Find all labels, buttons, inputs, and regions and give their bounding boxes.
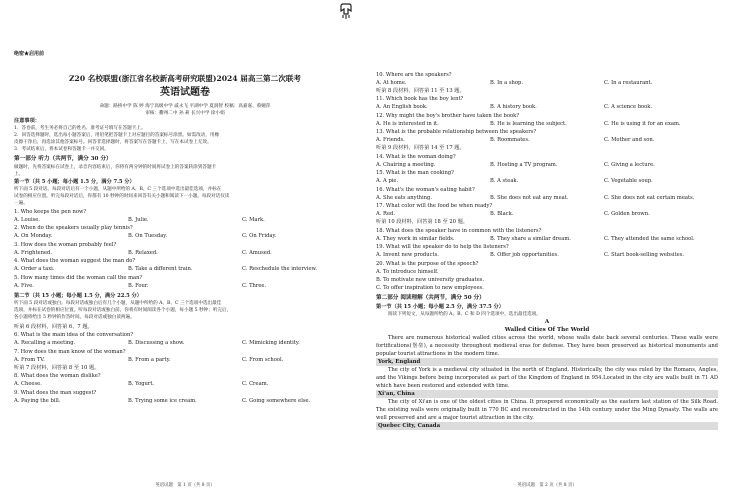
question-13: 13. What is the probable relationship between the speakers? A. Friends. B. Roommates. C. Mother and son. (376, 129, 655, 143)
section2-desc: 选项，并标在试卷的相应位置。听每段对话或独白前，你将有时间阅读各个小题，每小题 5 秒钟；听完后， (14, 307, 232, 313)
material-6-label: 听第 6 段材料，回答第 6、7 题。 (14, 323, 93, 330)
question-18: 18. What does the speaker have in common with the listeners? A. They work in similar fields. B. They share a similar dream. C. They attended the same school. (376, 227, 695, 242)
section2-heading: 第二节（共 15 小题；每小题 1.5 分，满分 22.5 分） (14, 292, 142, 299)
exam-title: 英语试题卷 (160, 87, 210, 98)
question-19: 19. What will the speaker do to help the listeners? A. Invent new products. B. Offer job opportunities. C. Start book-selling websites. (376, 244, 685, 258)
notice-line: 2．回答选择题时，选出每小题答案后，用铅笔把答题卡上对应题目的答案标号涂黑。如需改动，用橡 (14, 133, 220, 138)
exam-title-line: Z20 名校联盟(浙江省名校新高考研究联盟)2024 届高三第二次联考 (69, 74, 301, 83)
question-6: 6. What is the main idea of the conversation? A. Recalling a meeting. B. Discussing a show. C. Mimicking identity. (14, 332, 300, 346)
question-9: 9. What does the man suggest? A. Paying the bill. B. Trying some ice cream. C. Going somewhere else. (14, 389, 311, 404)
section1-desc: 试卷的相应位置。听完每段对话后，你都有 10 秒钟的时间来回答有关小题和阅读下一小题。每段对话仅读 (14, 194, 230, 199)
question-16: 16. What's the woman's eating habit? A. She eats anything. B. She does not eat any meat. C. She does not eat certain meats. (376, 186, 695, 201)
question-3: 3. How does the woman probably feel? A. Frightened. B. Relaxed. C. Amused. (14, 241, 272, 256)
notice-heading: 注意事项： (14, 118, 40, 124)
material-9-label: 听第 9 段材料，回答第 14 至 17 题。 (376, 145, 465, 151)
york-heading: York, England (376, 358, 718, 366)
section1-desc: 一遍。 (14, 201, 28, 206)
part2-heading: 第二部分 阅读理解（共两节，满分 50 分） (376, 294, 485, 301)
part1-desc: 做题时，先将答案标在试卷上，录音内容结束后，你将有两分钟的时间将试卷上的答案转涂到答题卡 (14, 165, 217, 170)
xian-paragraph: The city of Xi'an is one of the oldest cities in China. It prospered economically as the eastern last station of the Silk Road. The existing walls were originally built in 770 BC and reconstructed in the 14th century under the Ming Dynasty. The walls are well preserved and are a major tourist attraction in the city. (376, 398, 718, 421)
question-10: 10. Where are the speakers? A. At home. B. In a shop. C. In a restaurant. (376, 71, 653, 86)
authors-line-1: 命题：路桥中学 陈 婷 海宁高级中学 戚永飞 平湖中学 夏润智 校稿：高嘉嘉、蔡婉萍 (99, 104, 271, 109)
question-14: 14. What is the woman doing? A. Chairing a meeting. B. Hosting a TV program. C. Giving a lecture. (376, 153, 655, 168)
question-12: 12. Why might the boy's brother have taken the book? A. He is interested in it. B. He is learning the subject. C. He is using it for an exam. (376, 112, 681, 127)
york-paragraph: The city of York is a medieval city situated in the north of England. Historically, the city was ruled by the Romans, Angles, and the Vikings before being incorporated as part of the Kingdom of England in 954.Located in the city are walls built in 71 AD which have been restored and extended with time. (376, 366, 718, 389)
authors-line-2: 审核：衢州二中 孙 莉 长兴中学 徐小娟 (145, 111, 225, 116)
question-4: 4. What does the woman suggest the man do? A. Order a taxi. B. Take a different train. C. Reschedule the interview. (14, 258, 317, 272)
question-20: 20. What is the purpose of the speech? A. To introduce himself. B. To motivate new university graduates. C. To offer inspiration to new employees. (376, 260, 484, 291)
page-footer: 英语试题 第 2 页（共 8 页） (517, 483, 577, 488)
confidential-label: 绝密★启用前 (14, 51, 45, 57)
logo-icon (338, 2, 354, 20)
question-2: 2. When do the speakers usually play tennis? A. On Monday. B. On Tuesday. C. On Friday. (14, 225, 277, 239)
material-10-label: 听第 10 段材料，回答第 18 至 20 题。 (376, 219, 468, 225)
exam-page-1 (14, 26, 356, 488)
question-11: 11. Which book has the boy lent? A. An English book. B. A history book. C. A science book. (376, 96, 653, 110)
section2-desc: 各小题将给出 5 秒钟的作答时间。每段对话或独白读两遍。 (14, 314, 135, 320)
notice-line: 3．考试结束后，将本试卷和答题卡一并交回。 (14, 147, 109, 152)
question-7: 7. How does the man know of the woman? A. From TV. B. From a party. C. From school. (14, 348, 284, 363)
part1-heading: 第一部分 听力（共两节，满分 30 分） (14, 156, 112, 162)
section2-desc: 听下面 5 段对话或独白。每段对话或独白后有几个小题，从题中所给的 A、B、C 三个选项中选出最佳 (14, 300, 222, 306)
section1-heading: 第一节（共 5 小题；每小题 1.5 分，满分 7.5 分） (14, 179, 135, 185)
part2-desc: 阅读下列短文，从每题所给的 A、B、C 和 D 四个选项中，选出最佳选项。 (388, 311, 541, 317)
question-17: 17. What color will the food be when ready? A. Red. B. Black. C. Golden brown. (376, 203, 650, 217)
notice-line: 皮擦干净后，再选涂其他答案标号。回答非选择题时，将答案写在答题卡上，写在本试卷上无效。 (14, 140, 212, 145)
question-15: 15. What is the man cooking? A. A pie. B. A steak. C. Vegetable soup. (376, 170, 653, 184)
exam-page-2 (376, 26, 718, 488)
notice-line: 1．答卷前，考生务必将自己的姓名、准考证号填写在答题卡上。 (14, 126, 146, 131)
material-7-label: 听第 7 段材料，回答第 8 至 10 题。 (14, 364, 100, 371)
question-5: 5. How many times did the woman call the man? A. Five. B. Four. C. Three. (14, 274, 267, 289)
xian-heading: Xi'an, China (376, 390, 718, 398)
question-1: 1. Who keeps the pen now? A. Louise. B. Julie. C. Mark. (14, 208, 265, 223)
section1-desc: 听下面 5 段对话。每段对话后有一个小题，从题中所给的 A、B、C 三个选项中选出最佳选项，并标在 (14, 187, 222, 192)
passage-title: Walled Cities Of The World (504, 326, 590, 333)
material-8-label: 听第 8 段材料，回答第 11 至 13 题。 (376, 87, 465, 94)
page-footer: 英语试题 第 1 页（共 8 页） (155, 483, 215, 488)
part2-section1-heading: 第一节（共 15 小题；每小题 2.5 分，满分 37.5 分） (376, 303, 504, 310)
passage-letter: A (544, 318, 550, 325)
question-8: 8. What does the woman dislike? A. Cheese. B. Yogurt. C. Cream. (14, 373, 269, 387)
part1-desc: 上。 (14, 172, 24, 177)
quebec-heading: Quebec City, Canada (376, 422, 718, 430)
passage-intro: There are numerous historical walled cities across the world, whose walls date back several centuries. These walls were fortifications(堡垒), a necessity throughout medieval eras for defense. They have been preserved as historical monuments and popular tourist attractions in the modern time. (376, 334, 718, 357)
